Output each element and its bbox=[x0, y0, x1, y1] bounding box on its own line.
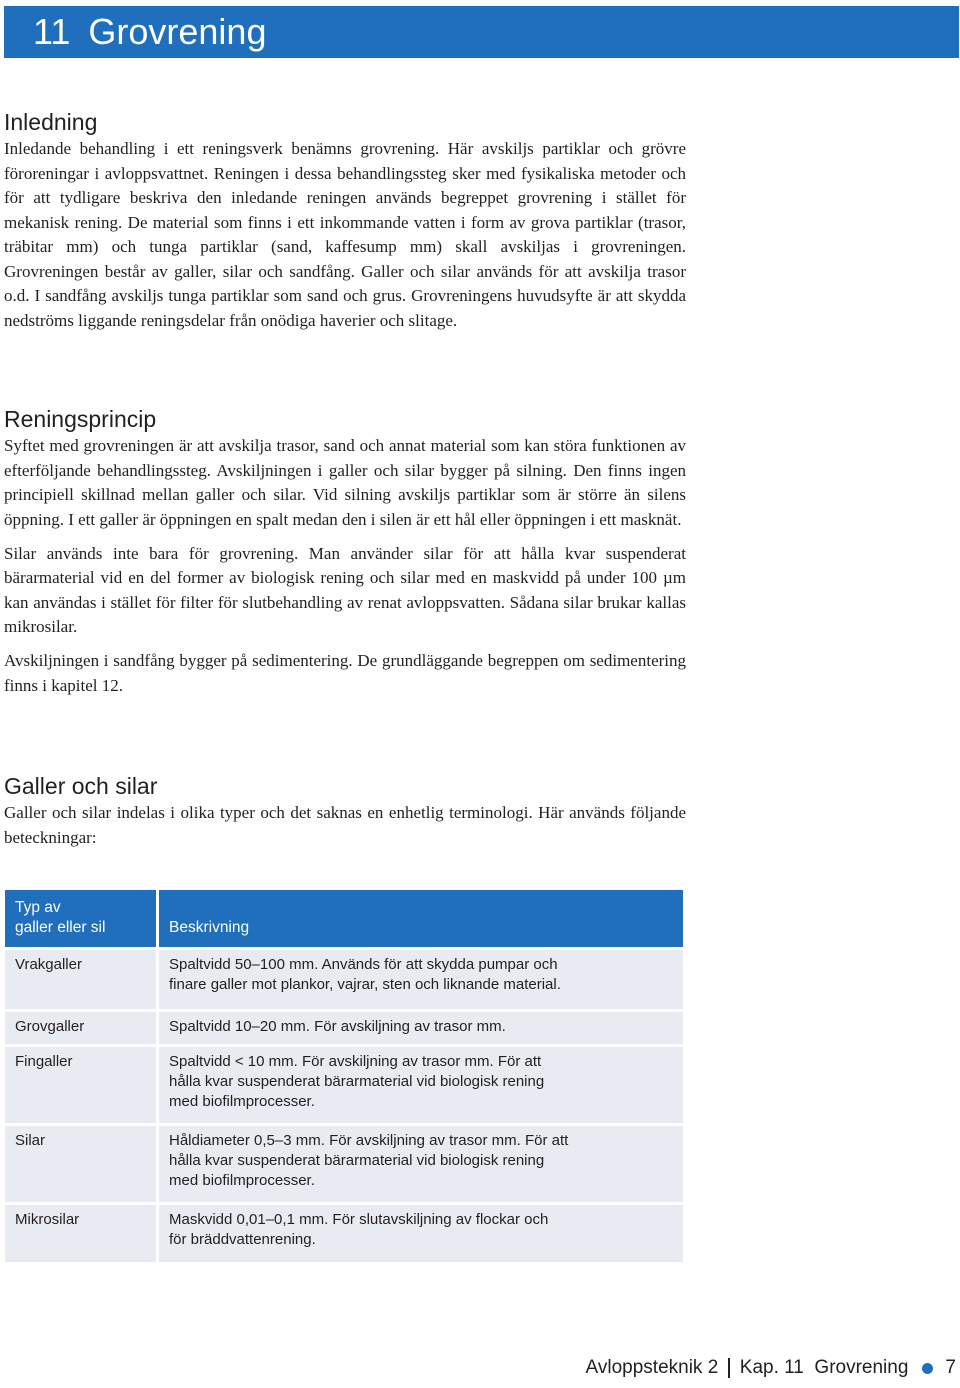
page-number: 7 bbox=[945, 1357, 956, 1378]
paragraph: Inledande behandling i ett reningsverk benämns grovrening. Här avskiljs partiklar och grövre föroreningar i avloppsvattnet. Reningen i dessa behandlingssteg sker med fysikaliska metoder och för att tydligare beskriva den inledande reningen används begreppet grovrening i stället för mekanisk rening. De material som finns i ett inkommande vatten i form av grova partiklar (trasor, träbitar mm) och tunga partiklar (sand, kaffesump mm) skall avskiljas i grovreningen. Grovreningen består av galler, silar och sandfång. Galler och silar används för att avskilja trasor o.d. I sandfång avskiljs tunga partiklar som sand och grus. Grovreningens huvudsyfte är att skydda nedströms liggande reningsdelar från onödiga haverier och slitage. bbox=[4, 139, 686, 330]
description-cell: Spaltvidd < 10 mm. För avskiljning av trasor mm. För att hålla kvar suspenderat bärarmaterial vid biologisk rening med biofilmprocesser. bbox=[158, 1046, 684, 1125]
terminology-table bbox=[5, 890, 683, 1262]
paragraph: Silar används inte bara för grovrening. Man använder silar för att hålla kvar suspenderat bärarmaterial vid en del former av biologisk rening och silar med en maskvidd på under 100 µm kan användas i stället för filter för slutbehandling av renat avloppsvatten. Sådana silar brukar kallas mikrosilar. bbox=[4, 543, 686, 636]
description-cell: Spaltvidd 10–20 mm. För avskiljning av trasor mm. bbox=[158, 1011, 684, 1046]
paragraph: Avskiljningen i sandfång bygger på sedimentering. De grundläggande begreppen om sedimentering finns i kapitel 12. bbox=[4, 651, 686, 695]
type-cell: Grovgaller bbox=[5, 1011, 158, 1046]
table-row bbox=[5, 1204, 683, 1263]
column-header-type-text: Typ av galler eller sil bbox=[15, 899, 106, 936]
description-cell: Håldiameter 0,5–3 mm. För avskiljning av trasor mm. För att hålla kvar suspenderat bärarmaterial vid biologisk rening med biofilmprocesser. bbox=[158, 1125, 684, 1204]
section-reningsprincip bbox=[4, 404, 686, 698]
type-cell: Vrakgaller bbox=[5, 949, 158, 1011]
type-cell: Silar bbox=[5, 1125, 158, 1204]
section-heading: Reningsprincip bbox=[4, 406, 157, 432]
type-cell: Mikrosilar bbox=[5, 1204, 158, 1263]
column-header-description-text: Beskrivning bbox=[169, 919, 250, 936]
column-header-type bbox=[5, 890, 158, 949]
table-row bbox=[5, 1011, 683, 1046]
paragraph: Galler och silar indelas i olika typer och det saknas en enhetlig terminologi. Här används följande beteckningar: bbox=[4, 803, 686, 847]
chapter-number: 11 bbox=[33, 11, 71, 52]
table-header-row bbox=[5, 890, 683, 949]
section-heading: Galler och silar bbox=[4, 773, 158, 799]
section-heading: Inledning bbox=[4, 109, 98, 135]
description-cell: Maskvidd 0,01–0,1 mm. För slutavskiljning av flockar och för bräddvattenrening. bbox=[158, 1204, 684, 1263]
chapter-title: Grovrening bbox=[88, 11, 267, 52]
paragraph: Syftet med grovreningen är att avskilja trasor, sand och annat material som kan störa funktionen av efterföljande behandlingssteg. Avskiljningen i galler och silar bygger på silning. Den finns ingen principiell skillnad mellan galler och silar. Vid silning avskiljs partiklar som är större än silens öppning. I ett galler är öppningen en spalt medan den i silen är ett hål eller öppningen i ett masknät. bbox=[4, 436, 686, 529]
bullet-dot-icon bbox=[922, 1363, 933, 1374]
footer-chapter: Kap. 11 Grovrening bbox=[739, 1357, 909, 1378]
table-row bbox=[5, 1046, 683, 1125]
type-cell: Fingaller bbox=[5, 1046, 158, 1125]
book-title: Avloppsteknik 2 bbox=[585, 1357, 719, 1378]
table-row bbox=[5, 949, 683, 1011]
section-inledning bbox=[4, 107, 686, 333]
page-footer bbox=[586, 1352, 956, 1384]
chapter-banner bbox=[4, 6, 959, 58]
description-cell: Spaltvidd 50–100 mm. Används för att skydda pumpar och finare galler mot plankor, vajrar, sten och liknande material. bbox=[158, 949, 684, 1011]
section-galler-och-silar bbox=[4, 771, 686, 850]
footer-separator bbox=[728, 1358, 730, 1378]
table-row bbox=[5, 1125, 683, 1204]
column-header-description bbox=[158, 890, 684, 949]
